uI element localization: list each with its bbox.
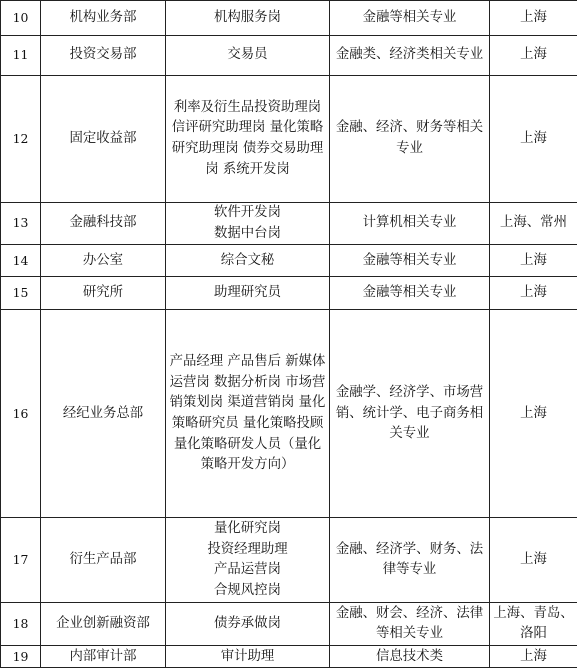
row-number: 18: [1, 603, 41, 646]
department-cell: 经纪业务总部: [41, 310, 166, 518]
major-cell: 金融类、经济类相关专业: [330, 36, 490, 76]
table-row: [1, 245, 577, 277]
major-cell: 信息技术类: [330, 646, 490, 668]
department-cell: 固定收益部: [41, 76, 166, 203]
row-number: 15: [1, 277, 41, 310]
row-number: 10: [1, 1, 41, 36]
table-row: [1, 203, 577, 245]
table-row: [1, 518, 577, 603]
position-cell: 综合文秘: [166, 245, 330, 277]
position-cell: 债券承做岗: [166, 603, 330, 646]
major-cell: 金融等相关专业: [330, 1, 490, 36]
table-row: [1, 277, 577, 310]
location-cell: 上海: [490, 1, 577, 36]
position-cell: 利率及衍生品投资助理岗 信评研究助理岗 量化策略研究助理岗 债券交易助理岗 系统开发岗: [166, 76, 330, 203]
table-row: [1, 36, 577, 76]
row-number: 12: [1, 76, 41, 203]
major-cell: 金融等相关专业: [330, 245, 490, 277]
position-cell: 软件开发岗 数据中台岗: [166, 203, 330, 245]
location-cell: 上海、青岛、洛阳: [490, 603, 577, 646]
position-cell: 助理研究员: [166, 277, 330, 310]
department-cell: 研究所: [41, 277, 166, 310]
location-cell: 上海: [490, 310, 577, 518]
department-cell: 衍生产品部: [41, 518, 166, 603]
location-cell: 上海: [490, 646, 577, 668]
department-cell: 办公室: [41, 245, 166, 277]
table-row: [1, 1, 577, 36]
department-cell: 金融科技部: [41, 203, 166, 245]
table-row: [1, 310, 577, 518]
location-cell: 上海: [490, 76, 577, 203]
table-row: [1, 646, 577, 668]
major-cell: 金融、财会、经济、法律等相关专业: [330, 603, 490, 646]
major-cell: 金融、经济、财务等相关专业: [330, 76, 490, 203]
row-number: 13: [1, 203, 41, 245]
row-number: 11: [1, 36, 41, 76]
table-row: [1, 76, 577, 203]
department-cell: 机构业务部: [41, 1, 166, 36]
position-cell: 产品经理 产品售后 新媒体运营岗 数据分析岗 市场营销策划岗 渠道营销岗 量化策略研究员 量化策略投顾 量化策略研发人员（量化策略开发方向）: [166, 310, 330, 518]
position-cell: 机构服务岗: [166, 1, 330, 36]
major-cell: 金融等相关专业: [330, 277, 490, 310]
location-cell: 上海: [490, 518, 577, 603]
location-cell: 上海、常州: [490, 203, 577, 245]
row-number: 17: [1, 518, 41, 603]
major-cell: 计算机相关专业: [330, 203, 490, 245]
department-cell: 内部审计部: [41, 646, 166, 668]
row-number: 19: [1, 646, 41, 668]
location-cell: 上海: [490, 277, 577, 310]
major-cell: 金融、经济学、财务、法律等专业: [330, 518, 490, 603]
table-row: [1, 603, 577, 646]
row-number: 14: [1, 245, 41, 277]
position-cell: 量化研究岗 投资经理助理 产品运营岗 合规风控岗: [166, 518, 330, 603]
location-cell: 上海: [490, 36, 577, 76]
major-cell: 金融学、经济学、市场营销、统计学、电子商务相关专业: [330, 310, 490, 518]
department-cell: 企业创新融资部: [41, 603, 166, 646]
position-cell: 审计助理: [166, 646, 330, 668]
row-number: 16: [1, 310, 41, 518]
department-cell: 投资交易部: [41, 36, 166, 76]
position-cell: 交易员: [166, 36, 330, 76]
location-cell: 上海: [490, 245, 577, 277]
